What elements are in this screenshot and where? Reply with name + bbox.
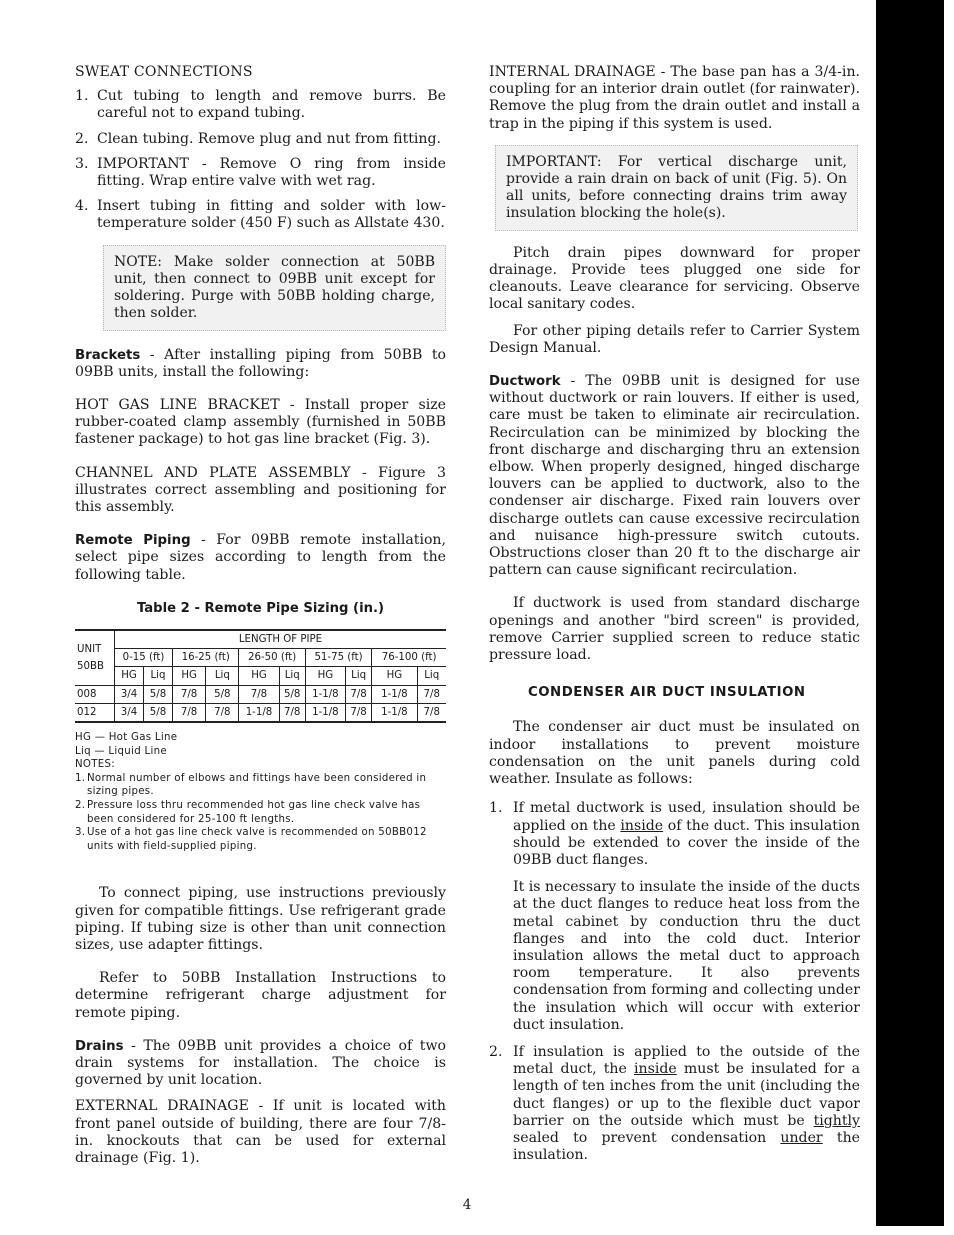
- list-item: 1. Normal number of elbows and fittings have been considered in sizing pipes.: [75, 772, 427, 798]
- table-cell: 7/8: [173, 703, 206, 722]
- solder-note-text: NOTE: Make solder connection at 50BB unit, then connect to 09BB unit except for soldering. Purge with 50BB holding charge, then solder.: [114, 253, 435, 321]
- connect-piping-paragraph: To connect piping, use instructions previously given for compatible fittings. Use refrigerant grade piping. If tubing size is other than unit connection sizes, use adapter fittings.: [75, 885, 446, 954]
- table-cell: 7/8: [417, 685, 446, 703]
- unit-cell: 008: [75, 685, 115, 703]
- drains-paragraph: Drains - The 09BB unit provides a choice of two drain systems for installation. The choice is governed by unit location.: [75, 1037, 446, 1089]
- table-cell: 1-1/8: [372, 685, 417, 703]
- item1-followup-paragraph: It is necessary to insulate the inside of the ducts at the duct flanges to reduce heat loss from the metal cabinet by conduction thru the duct flanges and into the cold duct. Interior insulation allows the metal duct to approach room temperature. It also prevents condensation from forming and collecting under the insulation which will occur with exterior duct insulation.: [513, 879, 860, 1033]
- list-item: 1. Cut tubing to length and remove burrs. Be careful not to expand tubing.: [75, 88, 446, 122]
- remote-piping-paragraph: Remote Piping - For 09BB remote installation, select pipe sizes according to length from the following table.: [75, 532, 446, 583]
- hg-header-cell: HG: [372, 667, 417, 685]
- unit-cell: 012: [75, 703, 115, 722]
- table-cell: 1-1/8: [305, 685, 345, 703]
- condenser-paragraph: The condenser air duct must be insulated on indoor installations to prevent moisture condensation on the unit panels during cold weather. Insulate as follows:: [489, 719, 860, 788]
- condenser-insulation-title: CONDENSER AIR DUCT INSULATION: [528, 685, 806, 701]
- remote-piping-heading: Remote Piping: [75, 533, 191, 549]
- list-item: 2. Pressure loss thru recommended hot gas line check valve has been considered for 25-100 ft lengths.: [75, 800, 421, 825]
- unit-header-cell: UNIT 50BB: [75, 630, 115, 685]
- range-header-cell: 0-15 (ft): [115, 649, 173, 667]
- liq-header-cell: Liq: [206, 667, 239, 685]
- table-cell: 1-1/8: [239, 703, 279, 722]
- list-item: 4. Insert tubing in fitting and solder with low-temperature solder (450 F) such as Allstate 430.: [75, 198, 446, 232]
- solder-note-box: [103, 245, 446, 331]
- list-item: 3. Use of a hot gas line check valve is recommended on 50BB012 units with field-supplied piping.: [75, 827, 427, 852]
- length-of-pipe-header: LENGTH OF PIPE: [115, 630, 447, 649]
- bird-screen-paragraph: If ductwork is used from standard discharge openings and another "bird screen" is provided, remove Carrier supplied screen to reduce static pressure load.: [489, 595, 860, 664]
- table-cell: 5/8: [144, 703, 173, 722]
- table-cell: 7/8: [345, 703, 371, 722]
- table-cell: 1-1/8: [372, 703, 417, 722]
- external-drainage-paragraph: EXTERNAL DRAINAGE - If unit is located with front panel outside of building, there are four 7/8-in. knockouts that can be used for external drainage (Fig. 1).: [75, 1098, 446, 1167]
- list-item: 3. IMPORTANT - Remove O ring from inside fitting. Wrap entire valve with wet rag.: [75, 155, 446, 190]
- table-cell: 7/8: [417, 703, 446, 722]
- table-notes: [75, 758, 446, 853]
- range-header-cell: 51-75 (ft): [305, 649, 371, 667]
- brackets-paragraph: Brackets - After installing piping from 50BB to 09BB units, install the following:: [75, 346, 446, 380]
- pitch-paragraph: Pitch drain pipes downward for proper drainage. Provide tees plugged one side for cleanouts. Leave clearance for servicing. Observe local sanitary codes.: [489, 244, 860, 313]
- page-number: 4: [462, 1197, 472, 1213]
- range-header-cell: 26-50 (ft): [239, 649, 305, 667]
- liq-header-cell: Liq: [144, 667, 173, 685]
- left-column: [75, 64, 446, 1167]
- range-header-cell: 16-25 (ft): [173, 649, 239, 667]
- list-item: 2. Clean tubing. Remove plug and nut from fitting.: [75, 130, 441, 147]
- table-cell: 7/8: [206, 703, 239, 722]
- table-title: Table 2 - Remote Pipe Sizing (in.): [136, 600, 385, 616]
- sweat-steps-list: [75, 88, 446, 232]
- remote-pipe-sizing-table: [75, 629, 446, 723]
- sweat-connections-title: SWEAT CONNECTIONS: [75, 64, 253, 80]
- table-cell: 5/8: [144, 685, 173, 703]
- channel-plate-paragraph: CHANNEL AND PLATE ASSEMBLY - Figure 3 illustrates correct assembling and positioning for this assembly.: [75, 464, 446, 516]
- hg-header-cell: HG: [239, 667, 279, 685]
- table-legend: [75, 731, 446, 758]
- hg-header-cell: HG: [115, 667, 144, 685]
- table-cell: 1-1/8: [305, 703, 345, 722]
- hg-header-cell: HG: [305, 667, 345, 685]
- legend-liq: Liq — Liquid Line: [75, 745, 167, 757]
- page-edge-black-bar: [876, 0, 944, 1226]
- hot-gas-bracket-paragraph: HOT GAS LINE BRACKET - Install proper size rubber-coated clamp assembly (furnished in 50BB fastener package) to hot gas line bracket (Fig. 3).: [75, 397, 446, 448]
- liq-header-cell: Liq: [345, 667, 371, 685]
- list-item: 2. If insulation is applied to the outside of the metal duct, the inside must be insulated for a length of ten inches from the unit (including the duct flanges) or up to the flexible duct vapor barrier on the outside which must be tightly sealed to prevent condensation under the insulation.: [489, 1043, 861, 1164]
- notes-title: NOTES:: [75, 759, 115, 771]
- table-cell: 3/4: [115, 703, 144, 722]
- other-details-paragraph: For other piping details refer to Carrier System Design Manual.: [489, 322, 860, 356]
- table-cell: 5/8: [279, 685, 305, 703]
- legend-hg: HG — Hot Gas Line: [75, 732, 178, 744]
- hg-header-cell: HG: [173, 667, 206, 685]
- important-note-text: IMPORTANT: For vertical discharge unit, provide a rain drain on back of unit (Fig. 5). On all units, before connecting drains trim away insulation blocking the hole(s).: [506, 153, 847, 221]
- table-cell: 7/8: [345, 685, 371, 703]
- table-row: [75, 685, 446, 703]
- table-cell: 7/8: [239, 685, 279, 703]
- ductwork-heading: Ductwork: [489, 374, 561, 390]
- liq-header-cell: Liq: [279, 667, 305, 685]
- table-cell: 3/4: [115, 685, 144, 703]
- internal-drainage-paragraph: INTERNAL DRAINAGE - The base pan has a 3/4-in. coupling for an interior drain outlet (for rainwater). Remove the plug from the drain outlet and install a trap in the piping if this system is used.: [489, 64, 860, 132]
- table-cell: 7/8: [279, 703, 305, 722]
- drains-heading: Drains: [75, 1038, 124, 1054]
- list-item: 1. If metal ductwork is used, insulation should be applied on the inside of the duct. This insulation should be extended to cover the inside of the 09BB duct flanges. It is necessary to insulate the inside of the ducts at the duct flanges to reduce heat loss from the metal cabinet by conduction thru the duct flanges and into the cold duct. Interior insulation allows the metal duct to approach room temperature. It also prevents condensation from forming and collecting under the insulation which will occur with exterior duct insulation.: [489, 800, 860, 1033]
- right-column: [489, 64, 860, 1164]
- table-cell: 5/8: [206, 685, 239, 703]
- table-cell: 7/8: [173, 685, 206, 703]
- ductwork-paragraph: Ductwork - The 09BB unit is designed for use without ductwork or rain louvers. If either is used, care must be taken to eliminate air recirculation. Recirculation can be minimized by blocking the front discharge and discharging thru an extension elbow. When properly designed, hinged discharge louvers can be applied to ductwork, also to the condenser air discharge. Fixed rain louvers over discharge outlets can cause excessive recirculation and nuisance high-pressure switch cutouts. Obstructions closer than 20 ft to the discharge air pattern can cause significant recirculation.: [489, 373, 860, 579]
- brackets-heading: Brackets: [75, 347, 141, 363]
- important-note-box: [495, 145, 858, 231]
- range-header-cell: 76-100 (ft): [372, 649, 446, 667]
- liq-header-cell: Liq: [417, 667, 446, 685]
- refer-paragraph: Refer to 50BB Installation Instructions to determine refrigerant charge adjustment for remote piping.: [75, 970, 446, 1021]
- table-row: [75, 703, 446, 722]
